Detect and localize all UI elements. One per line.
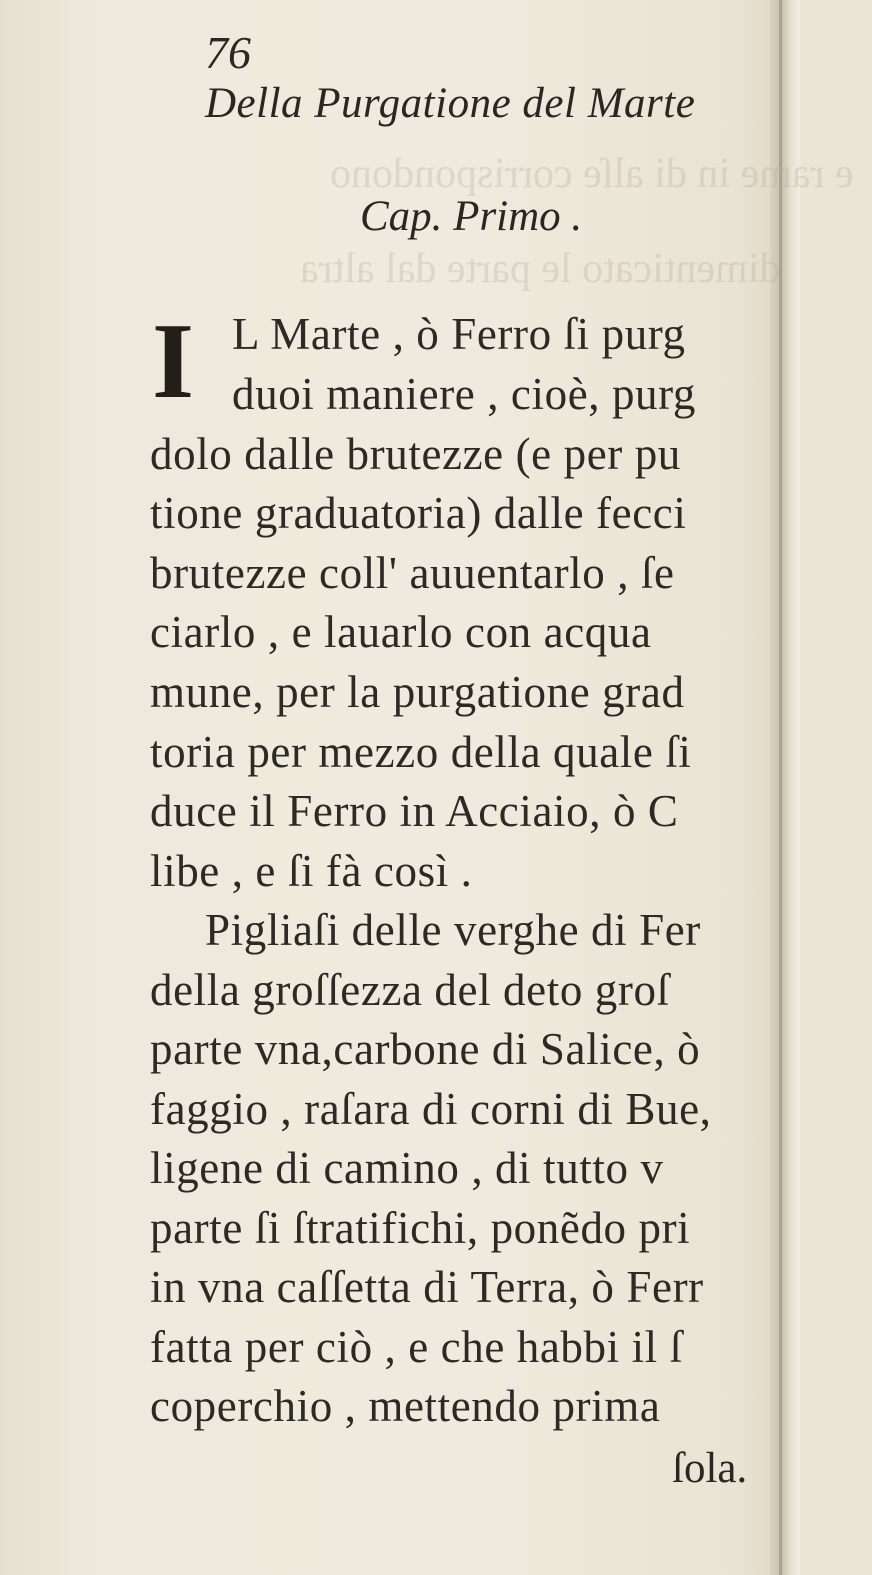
bleed-through-text: e rame in di alſe corrispondono [330, 151, 854, 197]
text-line: libe , e ſi fà così . [150, 846, 473, 896]
text-line: parte vna,carbone di Salice, ò [150, 1024, 701, 1074]
text-line: in vna caſſetta di Terra, ò Ferr [150, 1262, 704, 1312]
text-line: fatta per ciò , e che habbi il ſ [150, 1322, 683, 1372]
text-line: duce il Ferro in Acciaio, ò C [150, 786, 679, 836]
text-line: Pigliaſi delle verghe di Fer [205, 905, 701, 955]
bleed-through-text: dimenticato le parte dal altra [300, 246, 781, 292]
text-line: duoi maniere , cioè, purg [232, 369, 697, 419]
text-line: toria per mezzo della quale ſi [150, 727, 692, 777]
text-line: brutezze coll' auuentarlo , ſe [150, 548, 675, 598]
text-line: dolo dalle brutezze (e per pu [150, 429, 681, 479]
drop-cap-initial: I [152, 302, 195, 421]
text-line: faggio , raſara di corni di Bue, [150, 1084, 712, 1134]
chapter-title: Cap. Primo . [360, 193, 583, 240]
page-number: 76 [205, 27, 251, 78]
text-line: ligene di camino , di tutto v [150, 1143, 664, 1193]
text-line: mune, per la purgatione grad [150, 667, 685, 717]
text-line: tione graduatoria) dalle fecci [150, 488, 687, 538]
text-line: parte ſi ſtratifichi, ponẽdo pri [150, 1203, 691, 1253]
catchword: ſola. [672, 1445, 748, 1492]
text-line: ciarlo , e lauarlo con acqua [150, 607, 652, 657]
text-line: coperchio , mettendo prima [150, 1381, 661, 1431]
text-line: della groſſezza del deto groſ [150, 965, 670, 1015]
text-line: L Marte , ò Ferro ſi purg [232, 309, 686, 359]
running-head: Della Purgatione del Marte [205, 80, 696, 127]
